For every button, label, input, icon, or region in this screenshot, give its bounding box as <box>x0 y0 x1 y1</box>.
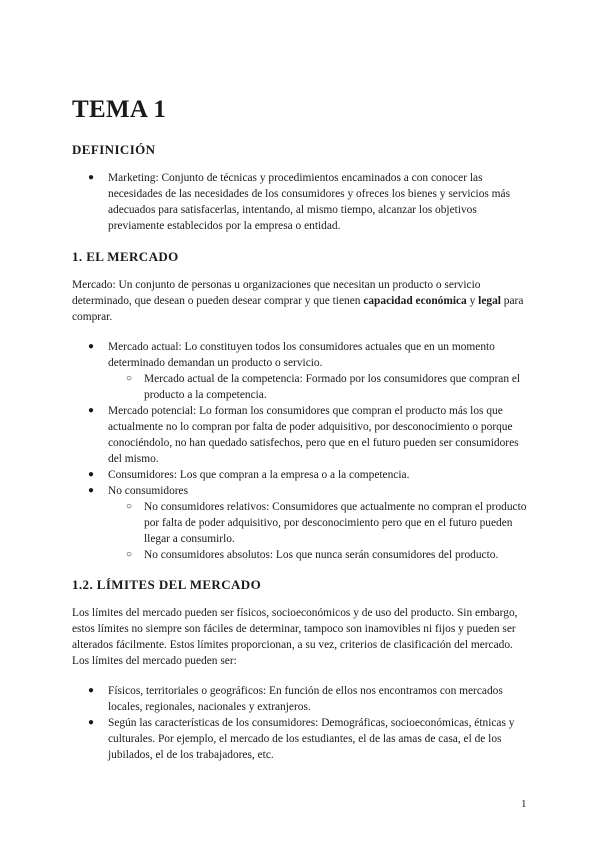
page-number: 1 <box>521 798 527 810</box>
limites-list <box>72 683 532 763</box>
list-item: ● Mercado potencial: Lo forman los consumidores que compran el producto más los que actualmente no lo compran por falta de poder adquisitivo, por desconocimiento o porque conociéndolo, no han quedado satisfechos, pero que en el futuro pueden ser consumidores del mismo. <box>88 405 519 465</box>
list-item: ● Consumidores: Los que compran a la empresa o a la competencia. <box>88 469 410 481</box>
hollow-bullet-icon: ○ <box>126 549 133 560</box>
bullet-icon: ● <box>88 685 95 696</box>
heading-limites: 1.2. LÍMITES DEL MERCADO <box>72 577 262 592</box>
limites-intro: Los límites del mercado pueden ser físicos, socioeconómicos y de uso del producto. Sin embargo, estos límites no siempre son fáciles de determinar, tampoco son inamovibles ni fijos y pueden ser alterados fácilmente. Estos límites proporcionan, a su vez, criterios de clasificación del mercado. Los límites del mercado pueden ser: <box>72 607 518 667</box>
page-title: TEMA 1 <box>72 96 167 123</box>
mercado-intro: Mercado: Un conjunto de personas u organizaciones que necesitan un producto o servicio determinado, que desean o pueden desear comprar y que tienen capacidad económica y legal para comprar. <box>72 279 524 323</box>
mercado-list <box>72 339 532 563</box>
bullet-icon: ● <box>88 341 95 352</box>
bullet-icon: ● <box>88 172 95 183</box>
bullet-icon: ● <box>88 405 95 416</box>
list-item: ● No consumidores <box>88 485 189 497</box>
heading-mercado: 1. EL MERCADO <box>72 249 179 264</box>
heading-definicion: DEFINICIÓN <box>72 142 156 157</box>
sub-list-item: ○ No consumidores relativos: Consumidores que actualmente no compran el producto por falta de poder adquisitivo, por desconocimiento pero que en el futuro pueden llegar a consumirlo. <box>126 501 527 545</box>
bullet-icon: ● <box>88 485 95 496</box>
hollow-bullet-icon: ○ <box>126 373 133 384</box>
list-item: ● Físicos, territoriales o geográficos: En función de ellos nos encontramos con mercados locales, regionales, nacionales y extranjeros. <box>88 685 503 713</box>
bold-capacidad: capacidad económica <box>363 295 467 307</box>
list-item: ● Mercado actual: Lo constituyen todos los consumidores actuales que en un momento determinado demandan un producto o servicio. <box>88 341 495 369</box>
bullet-icon: ● <box>88 469 95 480</box>
sub-list-item: ○ No consumidores absolutos: Los que nunca serán consumidores del producto. <box>126 549 499 561</box>
bullet-icon: ● <box>88 717 95 728</box>
hollow-bullet-icon: ○ <box>126 501 133 512</box>
definicion-list <box>72 170 532 234</box>
bold-legal: legal <box>478 295 501 307</box>
list-item: ● Según las características de los consumidores: Demográficas, socioeconómicas, étnicas y culturales. Por ejemplo, el mercado de los estudiantes, el de las amas de casa, el de los jubilados, el de los trabajadores, etc. <box>88 717 515 761</box>
list-item: ● Marketing: Conjunto de técnicas y procedimientos encaminados a con conocer las necesidades de las necesidades de los consumidores y ofreces los bienes y servicios más adecuados para satisfacerlas, intentando, al mismo tiempo, alcanzar los objetivos previamente establecidos por la empresa o entidad. <box>88 172 511 232</box>
sub-list-item: ○ Mercado actual de la competencia: Formado por los consumidores que compran el producto a la competencia. <box>126 373 521 401</box>
